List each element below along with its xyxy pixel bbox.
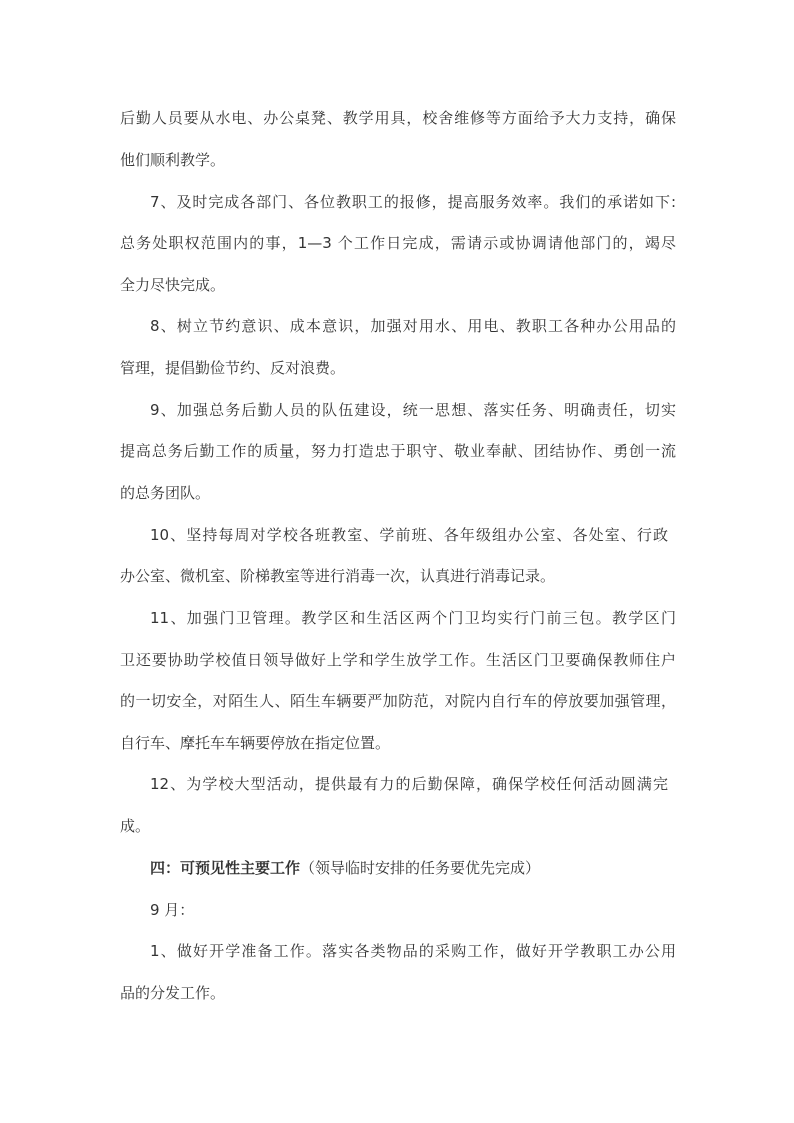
paragraph-line: 的一切安全，对陌生人、陌生车辆要严加防范，对院内自行车的停放要加强管理， — [120, 692, 676, 710]
paragraph-line: 管理，提倡勤俭节约、反对浪费。 — [120, 359, 346, 377]
paragraph-line: 11、加强门卫管理。教学区和生活区两个门卫均实行门前三包。教学区门 — [150, 609, 676, 627]
paragraph-line: 10、坚持每周对学校各班教室、学前班、各年级组办公室、各处室、行政 — [150, 526, 668, 544]
month-label: 9 月： — [150, 901, 195, 919]
paragraph-line: 12、为学校大型活动，提供最有力的后勤保障，确保学校任何活动圆满完 — [150, 775, 668, 793]
paragraph-line: 成。 — [120, 817, 151, 835]
paragraph-line: 9、加强总务后勤人员的队伍建设，统一思想、落实任务、明确责任，切实 — [150, 401, 676, 419]
paragraph-line: 总务处职权范围内的事，1—3 个工作日完成，需请示或协调请他部门的，竭尽 — [120, 234, 676, 252]
paragraph-line: 自行车、摩托车车辆要停放在指定位置。 — [120, 734, 391, 752]
paragraph-line: 的总务团队。 — [120, 484, 211, 502]
section-note: （领导临时安排的任务要优先完成） — [300, 859, 541, 877]
paragraph-line: 后勤人员要从水电、办公桌凳、教学用具，校舍维修等方面给予大力支持，确保 — [120, 109, 676, 127]
paragraph-line: 卫还要协助学校值日领导做好上学和学生放学工作。生活区门卫要确保教师住户 — [120, 651, 676, 669]
section-heading-line — [150, 858, 540, 878]
paragraph-line: 1、做好开学准备工作。落实各类物品的采购工作，做好开学教职工办公用 — [150, 942, 676, 960]
paragraph-line: 7、及时完成各部门、各位教职工的报修，提高服务效率。我们的承诺如下: — [150, 193, 676, 211]
section-heading: 四：可预见性主要工作 — [150, 859, 301, 877]
paragraph-line: 品的分发工作。 — [120, 984, 226, 1002]
paragraph-line: 提高总务后勤工作的质量，努力打造忠于职守、敬业奉献、团结协作、勇创一流 — [120, 442, 676, 460]
paragraph-line: 办公室、微机室、阶梯教室等进行消毒一次，认真进行消毒记录。 — [120, 567, 556, 585]
paragraph-line: 全力尽快完成。 — [120, 276, 226, 294]
paragraph-line: 他们顺利教学。 — [120, 151, 226, 169]
paragraph-line: 8、树立节约意识、成本意识，加强对用水、用电、教职工各种办公用品的 — [150, 317, 676, 335]
